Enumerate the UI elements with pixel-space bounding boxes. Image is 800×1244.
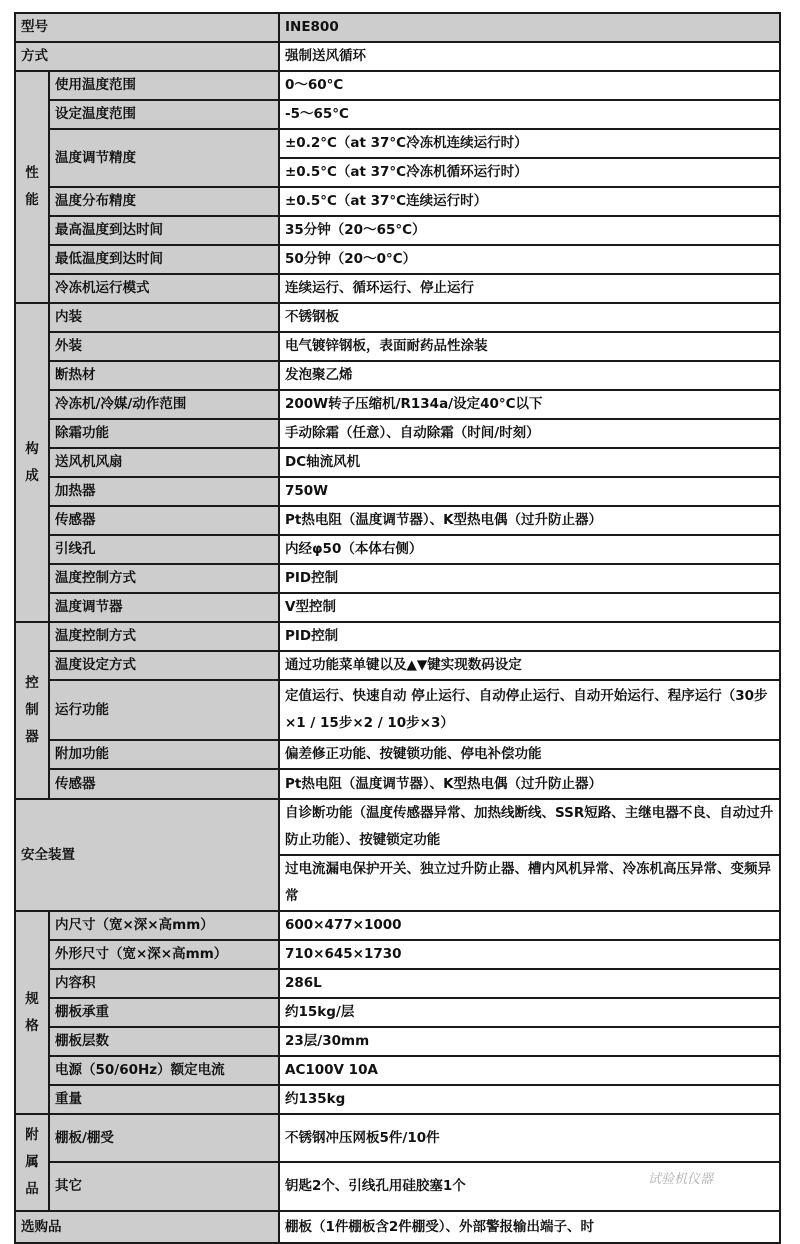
label-model: 型号 (15, 13, 279, 42)
row-value: PID控制 (279, 622, 780, 651)
label-options: 选购品 (15, 1211, 279, 1243)
row-value: 286L (279, 969, 780, 998)
value-options: 棚板（1件棚板含2件棚受）、外部警报输出端子、时 (279, 1211, 780, 1243)
row-label: 传感器 (49, 769, 279, 799)
label-safety: 安全装置 (15, 799, 279, 911)
spec-table (14, 12, 781, 1244)
table-row (15, 216, 780, 245)
row-label: 电源（50/60Hz）额定电流 (49, 1056, 279, 1085)
table-row (15, 1056, 780, 1085)
table-row (15, 969, 780, 998)
row-model (15, 13, 780, 42)
table-row (15, 129, 780, 158)
table-row (15, 448, 780, 477)
table-row (15, 1027, 780, 1056)
table-row (15, 564, 780, 593)
row-value: 750W (279, 477, 780, 506)
row-label: 温度调节器 (49, 593, 279, 622)
group-specs: 规格 (15, 911, 49, 1114)
value-model: INE800 (279, 13, 780, 42)
table-row (15, 593, 780, 622)
row-label: 冷冻机/冷媒/动作范围 (49, 390, 279, 419)
row-value: ±0.5°C（at 37°C冷冻机循环运行时） (279, 158, 780, 187)
row-value: 23层/30mm (279, 1027, 780, 1056)
row-label: 附加功能 (49, 740, 279, 769)
row-label: 内容积 (49, 969, 279, 998)
row-label: 加热器 (49, 477, 279, 506)
row-value: ±0.2°C（at 37°C冷冻机连续运行时） (279, 129, 780, 158)
row-value: 连续运行、循环运行、停止运行 (279, 274, 780, 303)
row-label: 温度控制方式 (49, 564, 279, 593)
row-value: 35分钟（20～65°C） (279, 216, 780, 245)
row-value: 自诊断功能（温度传感器异常、加热线断线、SSR短路、主继电器不良、自动过升防止功能）、按键锁定功能 (279, 799, 780, 855)
table-row (15, 477, 780, 506)
row-label: 外形尺寸（宽×深×高mm） (49, 940, 279, 969)
row-label: 棚板/棚受 (49, 1114, 279, 1162)
group-performance: 性能 (15, 71, 49, 303)
table-row (15, 680, 780, 740)
table-row (15, 71, 780, 100)
row-label: 除霜功能 (49, 419, 279, 448)
table-row (15, 998, 780, 1027)
row-value: Pt热电阻（温度调节器）、K型热电偶（过升防止器） (279, 506, 780, 535)
row-options (15, 1211, 780, 1243)
table-row (15, 1085, 780, 1114)
row-value: 发泡聚乙烯 (279, 361, 780, 390)
table-row (15, 911, 780, 940)
row-label: 断热材 (49, 361, 279, 390)
row-value: 200W转子压缩机/R134a/设定40°C以下 (279, 390, 780, 419)
row-value: PID控制 (279, 564, 780, 593)
row-label: 棚板层数 (49, 1027, 279, 1056)
row-value: 过电流漏电保护开关、独立过升防止器、槽内风机异常、冷冻机高压异常、变频异常 (279, 855, 780, 911)
row-value: Pt热电阻（温度调节器）、K型热电偶（过升防止器） (279, 769, 780, 799)
table-row (15, 651, 780, 680)
table-row (15, 303, 780, 332)
table-row (15, 274, 780, 303)
table-row (15, 622, 780, 651)
table-row (15, 1114, 780, 1162)
table-row (15, 535, 780, 564)
row-label: 重量 (49, 1085, 279, 1114)
table-row (15, 332, 780, 361)
row-value: 不锈钢板 (279, 303, 780, 332)
row-value: 约15kg/层 (279, 998, 780, 1027)
table-row (15, 940, 780, 969)
row-value: 约135kg (279, 1085, 780, 1114)
row-label: 外装 (49, 332, 279, 361)
group-construction: 构成 (15, 303, 49, 622)
table-row (15, 799, 780, 855)
table-row (15, 100, 780, 129)
row-label: 温度分布精度 (49, 187, 279, 216)
table-row (15, 187, 780, 216)
value-method: 强制送风循环 (279, 42, 780, 71)
row-label: 使用温度范围 (49, 71, 279, 100)
row-value: 0～60°C (279, 71, 780, 100)
row-value: -5～65°C (279, 100, 780, 129)
table-row (15, 419, 780, 448)
table-row (15, 740, 780, 769)
row-label: 最低温度到达时间 (49, 245, 279, 274)
row-method (15, 42, 780, 71)
table-row (15, 390, 780, 419)
row-label: 内尺寸（宽×深×高mm） (49, 911, 279, 940)
row-value: 电气镀锌钢板，表面耐药品性涂装 (279, 332, 780, 361)
table-row (15, 245, 780, 274)
label-method: 方式 (15, 42, 279, 71)
row-value: DC轴流风机 (279, 448, 780, 477)
row-label: 设定温度范围 (49, 100, 279, 129)
table-row (15, 769, 780, 799)
row-label: 温度调节精度 (49, 129, 279, 187)
row-label: 送风机风扇 (49, 448, 279, 477)
row-value: 定值运行、快速自动 停止运行、自动停止运行、自动开始运行、程序运行（30步×1 / 15步×2 / 10步×3） (279, 680, 780, 740)
row-label: 引线孔 (49, 535, 279, 564)
row-label: 内装 (49, 303, 279, 332)
row-label: 温度设定方式 (49, 651, 279, 680)
row-value: 600×477×1000 (279, 911, 780, 940)
table-row (15, 506, 780, 535)
row-value: 钥匙2个、引线孔用硅胶塞1个 (279, 1162, 780, 1211)
group-controller: 控制器 (15, 622, 49, 799)
row-label: 温度控制方式 (49, 622, 279, 651)
row-label: 其它 (49, 1162, 279, 1211)
row-value: 手动除霜（任意）、自动除霜（时间/时刻） (279, 419, 780, 448)
row-value: AC100V 10A (279, 1056, 780, 1085)
row-value: 通过功能菜单键以及▲▼键实现数码设定 (279, 651, 780, 680)
row-label: 运行功能 (49, 680, 279, 740)
row-value: 偏差修正功能、按键锁功能、停电补偿功能 (279, 740, 780, 769)
row-value: 不锈钢冲压网板5件/10件 (279, 1114, 780, 1162)
row-label: 传感器 (49, 506, 279, 535)
row-value: 710×645×1730 (279, 940, 780, 969)
table-row (15, 361, 780, 390)
row-value: V型控制 (279, 593, 780, 622)
row-value: 内经φ50（本体右侧） (279, 535, 780, 564)
watermark: 试验机仪器 (648, 1172, 714, 1187)
row-value: ±0.5°C（at 37°C连续运行时） (279, 187, 780, 216)
row-value: 50分钟（20～0°C） (279, 245, 780, 274)
row-label: 棚板承重 (49, 998, 279, 1027)
row-label: 最高温度到达时间 (49, 216, 279, 245)
row-label: 冷冻机运行模式 (49, 274, 279, 303)
group-accessories: 附属品 (15, 1114, 49, 1211)
